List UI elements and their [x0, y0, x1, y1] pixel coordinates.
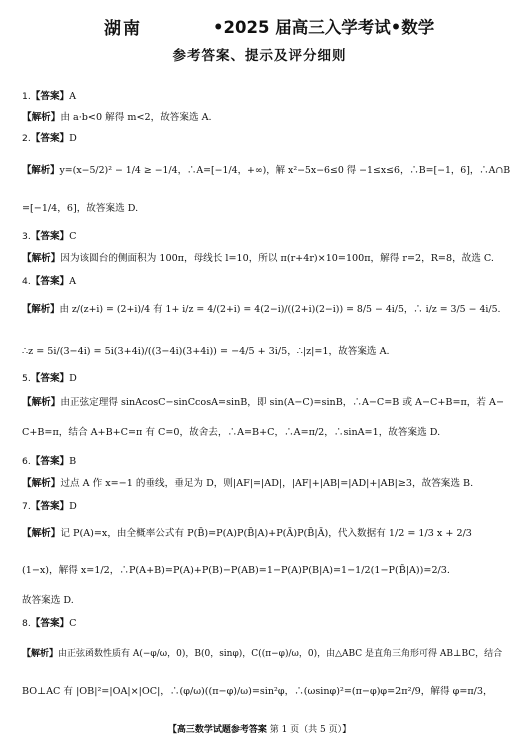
analysis-label: 【解析】 — [22, 528, 61, 539]
analysis-text: C+B=π，结合 A+B+C=π 有 C=0，故舍去，∴A=B+C，∴A=π/2，∴sinA=1，故答案选 D. — [22, 427, 441, 438]
analysis-text: BO⊥AC 有 |OB|²=|OA|×|OC|，∴(φ/ω)((π−φ)/ω)=sin²φ，∴(ωsinφ)²=(π−φ)φ=2π²/9，解得 φ=π/3， — [22, 686, 493, 697]
exam-title: •2025 届高三入学考试•数学 — [213, 18, 435, 37]
question-number: 4. — [22, 276, 31, 287]
question-7-analysis — [22, 527, 472, 541]
answer-choice: A — [69, 276, 77, 287]
header — [0, 14, 519, 38]
question-7-analysis-cont2 — [22, 594, 74, 608]
question-6-analysis — [22, 477, 473, 491]
answer-choice: D — [69, 133, 77, 144]
question-2-answer — [22, 132, 77, 146]
question-2-analysis — [22, 164, 510, 178]
question-5-analysis — [22, 396, 504, 410]
question-3-answer — [22, 230, 77, 244]
analysis-label: 【解析】 — [22, 397, 61, 408]
analysis-label: 【解析】 — [22, 304, 60, 315]
answer-choice: D — [69, 373, 77, 384]
analysis-label: 【解析】 — [22, 649, 59, 659]
question-3-analysis — [22, 252, 494, 266]
analysis-text: =[−1/4，6]，故答案选 D. — [22, 203, 139, 214]
footer-page-number: 第 1 页（共 5 页）】 — [269, 725, 352, 735]
answer-choice: C — [69, 231, 77, 242]
page-subtitle: 参考答案、提示及评分细则 — [172, 48, 347, 64]
question-number: 1. — [22, 91, 31, 102]
answer-label: 【答案】 — [30, 501, 70, 512]
question-number: 3. — [22, 231, 31, 242]
question-6-answer — [22, 455, 76, 469]
question-number: 5. — [22, 373, 31, 384]
footer-title: 【高三数学试题参考答案 — [167, 725, 267, 735]
question-2-analysis-cont — [22, 202, 138, 216]
analysis-text: ∴z = 5i/(3−4i) = 5i(3+4i)/((3−4i)(3+4i)) = −4/5 + 3i/5，∴|z|=1，故答案选 A. — [22, 346, 390, 357]
answer-label: 【答案】 — [30, 133, 70, 144]
question-5-analysis-cont — [22, 426, 440, 440]
answer-label: 【答案】 — [30, 373, 70, 384]
exam-region: 湖南 — [104, 19, 142, 39]
analysis-text: (1−x)，解得 x=1/2，∴P(A+B)=P(A)+P(B)−P(AB)=1−P(A)P(B|A)=1−1/2(1−P(B̄|A))=2/3. — [22, 565, 450, 576]
answer-choice: C — [69, 618, 77, 629]
analysis-text: 因为该圆台的侧面积为 100π，母线长 l=10，所以 π(r+4r)×10=100π，解得 r=2，R=8，故选 C. — [60, 253, 494, 264]
analysis-text: 记 P(A)=x，由全概率公式有 P(B̄)=P(A)P(B̄|A)+P(Ā)P(B̄|Ā)，代入数据有 1/2 = 1/3 x + 2/3 — [60, 528, 472, 539]
question-8-analysis-cont — [22, 685, 493, 699]
answer-label: 【答案】 — [30, 456, 70, 467]
analysis-text: 故答案选 D. — [22, 595, 74, 606]
question-number: 6. — [22, 456, 31, 467]
question-7-answer — [22, 500, 77, 514]
question-8-analysis — [22, 647, 502, 661]
answer-label: 【答案】 — [30, 618, 70, 629]
answer-choice: D — [69, 501, 77, 512]
answer-label: 【答案】 — [30, 231, 70, 242]
question-number: 2. — [22, 133, 31, 144]
analysis-text: 过点 A 作 x=−1 的垂线，垂足为 D，则|AF|=|AD|，|AF|+|AB|=|AD|+|AB|≥3，故答案选 B. — [60, 478, 474, 489]
analysis-label: 【解析】 — [22, 165, 60, 176]
question-4-analysis-cont — [22, 345, 390, 359]
answer-choice: A — [69, 91, 77, 102]
analysis-text: 由正弦函数性质有 A(−φ/ω，0)，B(0，sinφ)，C((π−φ)/ω，0)，由△ABC 是直角三角形可得 AB⊥BC，结合 — [58, 649, 503, 659]
answer-label: 【答案】 — [30, 276, 70, 287]
question-4-analysis — [22, 303, 501, 317]
question-number: 8. — [22, 618, 31, 629]
analysis-label: 【解析】 — [22, 478, 61, 489]
answer-choice: B — [69, 456, 77, 467]
question-number: 7. — [22, 501, 31, 512]
question-7-analysis-cont — [22, 564, 450, 578]
question-8-answer — [22, 617, 77, 631]
analysis-label: 【解析】 — [22, 253, 61, 264]
analysis-text: 由 z/(z+i) = (2+i)/4 有 1+ i/z = 4/(2+i) = 4(2−i)/((2+i)(2−i)) = 8/5 − 4i/5，∴ i/z = 3/5 − 4i/5. — [59, 304, 501, 315]
question-5-answer — [22, 372, 77, 386]
analysis-label: 【解析】 — [22, 112, 61, 123]
question-1-analysis — [22, 111, 212, 125]
answer-label: 【答案】 — [30, 91, 70, 102]
question-1-answer — [22, 90, 76, 104]
question-4-answer — [22, 275, 76, 289]
page-footer — [0, 722, 519, 735]
analysis-text: 由 a·b<0 解得 m<2，故答案选 A. — [60, 112, 212, 123]
analysis-text: y=(x−5/2)² − 1/4 ≥ −1/4，∴A=[−1/4，+∞)，解 x²−5x−6≤0 得 −1≤x≤6，∴B=[−1，6]，∴A∩B — [59, 165, 511, 176]
analysis-text: 由正弦定理得 sinAcosC−sinCcosA=sinB，即 sin(A−C)=sinB，∴A−C=B 或 A−C+B=π，若 A− — [60, 397, 504, 408]
